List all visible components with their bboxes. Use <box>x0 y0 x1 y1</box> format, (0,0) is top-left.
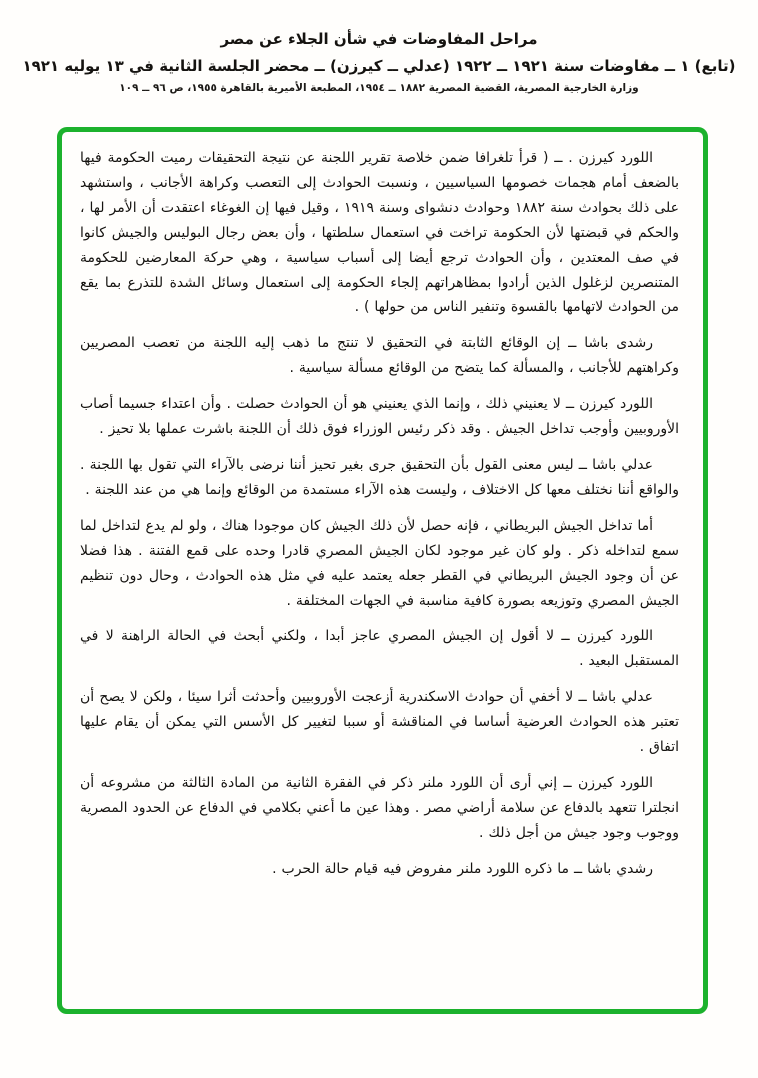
paragraph-adli-pasha-1: عدلي باشا ــ ليس معنى القول بأن التحقيق جرى بغير تحيز أننا نرضى بالآراء التي تقول بها اللجنة . والواقع أننا نختلف معها كل الاختلاف ، وليست هذه الآراء مستمدة من الوقائع وإنما هي من عند اللجنة . <box>80 456 679 498</box>
paragraph-rushdi-pasha-1: رشدى باشا ــ إن الوقائع الثابتة في التحقيق لا تنتج ما ذهب إليه اللجنة من تعصب المصريين وكراهتهم للأجانب ، والمسألة كما يتضح من الوقائع مسألة سياسية . <box>80 335 679 377</box>
paragraph-lord-curzon-2: اللورد كيرزن ــ لا يعنيني ذلك ، وإنما الذي يعنيني هو أن الحوادث حصلت . وأن اعتداء جسيما أصاب الأوروبيين وأوجب تداخل الجيش . وقد ذكر رئيس الوزراء فوق ذلك أن اللجنة باشرت عملها بلا تحيز . <box>80 396 679 438</box>
green-highlight-box <box>57 127 708 1014</box>
paragraph-lord-curzon-3: اللورد كيرزن ــ لا أقول إن الجيش المصري عاجز أبدا ، ولكني أبحث في الحالة الراهنة لا في المستقبل البعيد . <box>80 628 679 670</box>
paragraph-british-army-intervention: أما تداخل الجيش البريطاني ، فإنه حصل لأن ذلك الجيش كان موجودا هناك ، ولو لم يدع لتداخل لما سمع لتداخله ذكر . ولو كان غير موجود لكان الجيش المصري قادرا وحده على قمع الفتنة . هذا فضلا عن أن وجود الجيش البريطاني في القطر جعله يعتمد عليه في مثل هذه الحوادث ، وحال دون تنظيم الجيش المصري وتوزيعه بصورة كافية مناسبة في الجهات المختلفة . <box>80 517 679 609</box>
source-citation: وزارة الخارجية المصرية، القضية المصرية ١٨٨٢ ــ ١٩٥٤، المطبعة الأميرية بالقاهرة ١٩٥٥، ص ٩٦ ــ ١٠٩ <box>119 82 639 94</box>
paragraph-rushdi-pasha-2: رشدي باشا ــ ما ذكره اللورد ملنر مفروض فيه قيام حالة الحرب . <box>272 860 653 877</box>
paragraph-lord-curzon-4: اللورد كيرزن ــ إني أرى أن اللورد ملنر ذكر في الفقرة الثانية من المادة الثالثة من مشروعه أن انجلترا تتعهد بالدفاع عن سلامة أراضي مصر . وهذا عين ما أعني بكلامي في الدفاع عن الحدود المصرية ووجوب وجود جيش من أجل ذلك . <box>80 774 679 841</box>
paragraph-lord-curzon-telegram: اللورد كيرزن . ــ ( قرأ تلغرافا ضمن خلاصة تقرير اللجنة عن نتيجة التحقيقات رميت الحكومة فيها بالضعف أمام هجمات خصومها السياسيين ، ونسبت الحوادث إلى التعصب وكراهة الأجانب ، واستشهد على ذلك بحوادث سنة ١٨٨٢ وحوادث دنشواى وسنة ١٩١٩ ، وقيل فيها إن الغوغاء اعتقدت أن الأمر لها ، والحكم في قبضتها لأن الحكومة تراخت في استعمال سلطتها ، وأن بعض رجال البوليس والجيش كانوا في صف المعتدين ، وأن الحوادث ترجع أيضا إلى أسباب سياسية ، وهي حركة المعارضين للحكومة المتنصرين لزغلول الذين أرادوا بمظاهراتهم إلجاء الحكومة إلى استعمال وسائل الشدة للتذرع بما يقع من الحوادث لاتهامها بالقسوة وتنفير الناس من حولها ) . <box>80 150 679 316</box>
page-title: مراحل المفاوضات في شأن الجلاء عن مصر <box>220 30 538 48</box>
document-header <box>0 0 758 94</box>
transcript-body <box>80 146 679 882</box>
session-subtitle: (تابع) ١ ــ مفاوضات سنة ١٩٢١ ــ ١٩٢٢ (عدلي ــ كيرزن) ــ محضر الجلسة الثانية في ١٣ يوليه ١٩٢١ <box>22 57 736 75</box>
paragraph-adli-pasha-2: عدلي باشا ــ لا أخفي أن حوادث الاسكندرية أزعجت الأوروبيين وأحدثت أثرا سيئا ، ولكن لا يصح أن تعتبر هذه الحوادث العرضية أساسا في المناقشة أو سببا لتغيير كل الأسس التي يمكن أن يقام عليها اتفاق . <box>80 689 679 756</box>
